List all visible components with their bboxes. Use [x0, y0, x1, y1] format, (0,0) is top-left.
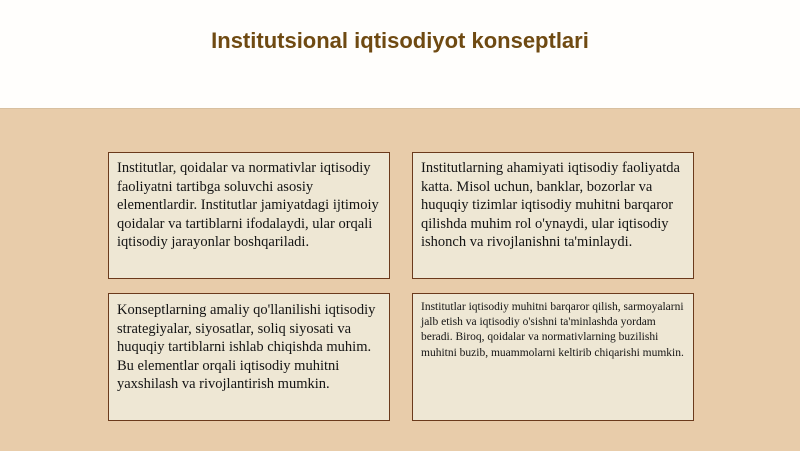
card-text: Institutlar, qoidalar va normativlar iqtisodiy faoliyatni tartibga soluvchi asosiy elementlardir. Institutlar jamiyatdagi ijtimoiy qoidalar va tartiblarni ifodalaydi, ular orqali iqtisodiy jarayonlar boshqariladi. [117, 160, 379, 251]
text-card-application [108, 293, 390, 421]
slide-header [0, 0, 800, 108]
card-text: Konseptlarning amaliy qo'llanilishi iqtisodiy strategiyalar, siyosatlar, soliq siyosati va huquqiy tartiblarni ishlab chiqishda muhim. Bu elementlar orqali iqtisodiy muhitni yaxshilash va rivojlantirish mumkin. [117, 302, 376, 393]
card-text: Institutlarning ahamiyati iqtisodiy faoliyatda katta. Misol uchun, banklar, bozorlar va huquqiy tizimlar iqtisodiy muhitni barqaror qilishda muhim rol o'ynaydi, ular iqtisodiy ishonch va rivojlanishni ta'minlaydi. [421, 160, 680, 251]
slide-title: Institutsional iqtisodiyot konseptlari [211, 28, 589, 53]
text-card-stability [412, 293, 694, 421]
card-text: Institutlar iqtisodiy muhitni barqaror qilish, sarmoyalarni jalb etish va iqtisodiy o'sishni ta'minlashda yordam beradi. Biroq, qoidalar va normativlarning buzilishi muhitni buzib, muammolarni keltirib chiqarishi mumkin. [421, 301, 684, 359]
text-card-importance [412, 152, 694, 279]
text-card-institutions [108, 152, 390, 279]
